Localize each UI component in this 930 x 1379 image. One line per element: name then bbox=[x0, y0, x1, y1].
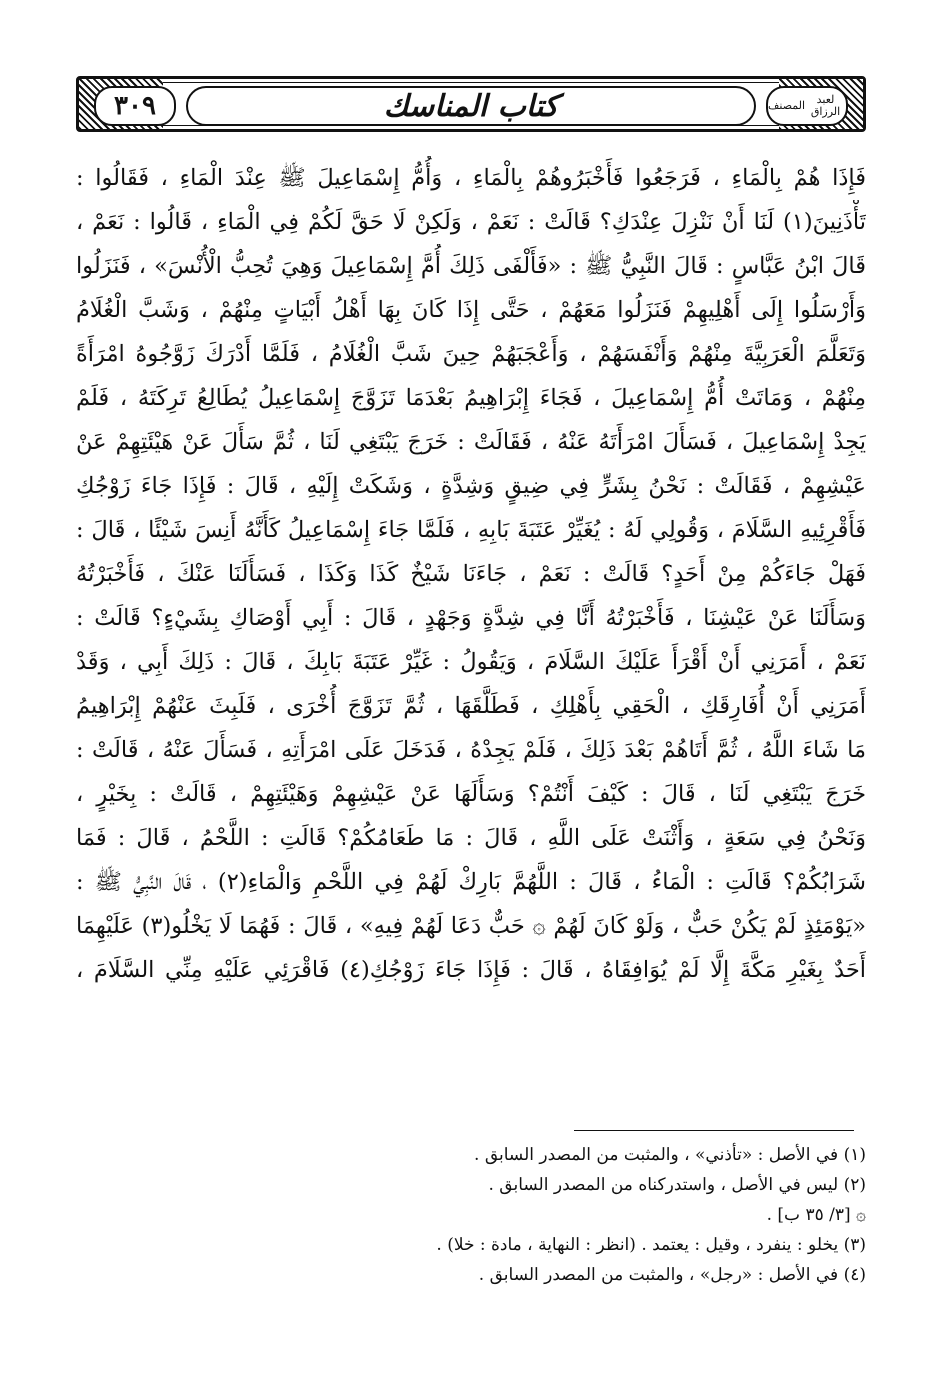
text-line: فَإِذَا هُمْ بِالْمَاءِ ، فَرَجَعُوا فَأَخْبَرُوهُمْ بِالْمَاءِ ، وَأُمُّ إِسْمَاعِيلَ ﷺ عِنْدَ الْمَاءِ ، فَقَالُوا : bbox=[76, 165, 866, 191]
chapter-title: كتاب المناسك bbox=[383, 88, 559, 124]
text-line: خَرَجَ يَبْتَغِي لَنَا ، قَالَ : كَيْفَ أَنْتُمْ؟ وَسَأَلَهَا عَنْ عَيْشِهِمْ وَهَيْئَتِهِمْ ، قَالَتْ : بِخَيْرٍ ، bbox=[76, 781, 866, 807]
text-line: مَا شَاءَ اللَّهُ ، ثُمَّ أَتَاهُمْ بَعْدَ ذَلِكَ ، فَلَمْ يَجِدْهُ ، فَدَخَلَ عَلَى امْرَأَتِهِ ، فَسَأَلَ عَنْهُ ، قَالَتْ : bbox=[76, 737, 866, 763]
footnotes bbox=[76, 1140, 866, 1290]
footnote: (٤) في الأصل : «رجل» ، والمثبت من المصدر السابق . bbox=[478, 1265, 866, 1285]
text-line: وَأَرْسَلُوا إِلَى أَهْلِيهِمْ فَنَزَلُوا مَعَهُمْ ، حَتَّى إِذَا كَانَ بِهَا أَهْلُ أَبْيَاتٍ مِنْهُمْ ، وَشَبَّ الْغُلَامُ bbox=[76, 297, 866, 323]
text-line: فَأَقْرِئِيهِ السَّلَامَ ، وَقُولِي لَهُ : يُغَيِّرْ عَتَبَةَ بَابِهِ ، فَلَمَّا جَاءَ إِسْمَاعِيلُ كَأَنَّهُ أَنِسَ شَيْئًا ، قَالَ : bbox=[76, 517, 866, 543]
text-line: أَمَرَنِي أَنْ أُفَارِقَكِ ، الْحَقِي بِأَهْلِكِ ، فَطَلَّقَهَا ، ثُمَّ تَزَوَّجَ أُخْرَى ، فَلَبِثَ عَنْهُمْ إِبْرَاهِيمُ bbox=[76, 693, 866, 719]
page-number: ٣٠٩ bbox=[94, 86, 176, 126]
footnote: (٢) ليس في الأصل ، واستدركناه من المصدر السابق . bbox=[488, 1175, 866, 1195]
text-line: أَحَدٌ بِغَيْرِ مَكَّةَ إِلَّا لَمْ يُوَافِقَاهُ ، قَالَ : فَإِذَا جَاءَ زَوْجُكِ(٤) فَاقْرَئِي عَلَيْهِ مِنِّي السَّلَامَ ، bbox=[76, 957, 866, 983]
book-label-line2: لعبد الرزاق bbox=[810, 93, 841, 118]
text-line: عَيْشِهِمْ ، فَقَالَتْ : نَحْنُ بِشَرٍّ فِي ضِيقٍ وَشِدَّةٍ ، وَشَكَتْ إِلَيْهِ ، قَالَ : فَإِذَا جَاءَ زَوْجُكِ bbox=[76, 473, 866, 499]
text-line: فَهَلْ جَاءَكُمْ مِنْ أَحَدٍ؟ قَالَتْ : نَعَمْ ، جَاءَنَا شَيْخٌ كَذَا وَكَذَا ، فَسَأَلَنَا عَنْكَ ، فَأَخْبَرْتُهُ bbox=[76, 561, 866, 587]
book-label-line1: المصنف bbox=[768, 99, 806, 112]
chapter-title-band bbox=[186, 86, 756, 126]
text-line: شَرَابُكُمْ؟ قَالَتِ : الْمَاءُ ، قَالَ : اللَّهُمَّ بَارِكْ لَهُمْ فِي اللَّحْمِ وَالْمَاءِ(٢) ، قَالَ النَّبِيُّ ﷺ : bbox=[76, 869, 866, 895]
footnote: ۞ [٣/ ٣٥ ب] . bbox=[766, 1205, 866, 1225]
footnote-divider bbox=[574, 1130, 854, 1131]
text-line: وَتَعَلَّمَ الْعَرَبِيَّةَ مِنْهُمْ وَأَنْفَسَهُمْ ، وَأَعْجَبَهُمْ حِينَ شَبَّ الْغُلَامُ ، فَلَمَّا أَدْرَكَ زَوَّجُوهُ امْرَأَةً bbox=[76, 341, 866, 367]
text-line: نَعَمْ ، أَمَرَنِي أَنْ أَقْرَأَ عَلَيْكَ السَّلَامَ ، وَيَقُولُ : غَيِّرْ عَتَبَةَ بَابِكَ ، قَالَ : ذَلِكَ أَبِي ، وَقَدْ bbox=[76, 649, 866, 675]
main-text bbox=[76, 156, 866, 992]
text-line: مِنْهُمْ ، وَمَاتَتْ أُمُّ إِسْمَاعِيلَ ، فَجَاءَ إِبْرَاهِيمُ بَعْدَمَا تَزَوَّجَ إِسْمَاعِيلُ يُطَالِعُ تَرِكَتَهُ ، فَلَمْ bbox=[76, 385, 866, 411]
text-line: «يَوْمَئِذٍ لَمْ يَكُنْ حَبٌّ ، وَلَوْ كَانَ لَهُمْ ۞ حَبٌّ دَعَا لَهُمْ فِيهِ» ، قَالَ : فَهُمَا لَا يَخْلُو(٣) عَلَيْهِمَا bbox=[76, 913, 866, 939]
page-header bbox=[76, 76, 866, 132]
text-line: تَأْذَنِينَ(١) لَنَا أَنْ نَنْزِلَ عِنْدَكِ؟ قَالَتْ : نَعَمْ ، وَلَكِنْ لَا حَقَّ لَكُمْ فِي الْمَاءِ ، قَالُوا : نَعَمْ ، bbox=[76, 209, 866, 235]
text-line: وَنَحْنُ فِي سَعَةٍ ، وَأَثْنَتْ عَلَى اللَّهِ ، قَالَ : مَا طَعَامُكُمْ؟ قَالَتِ : اللَّحْمُ ، قَالَ : فَمَا bbox=[76, 825, 866, 851]
book-label bbox=[766, 86, 848, 126]
footnote: (٣) يخلو : ينفرد ، وقيل : يعتمد . (انظر : النهاية ، مادة : خلا) . bbox=[436, 1235, 866, 1255]
footnote: (١) في الأصل : «تأذني» ، والمثبت من المصدر السابق . bbox=[474, 1145, 866, 1165]
text-line: قَالَ ابْنُ عَبَّاسٍ : قَالَ النَّبِيُّ ﷺ : «فَأَلْفَى ذَلِكَ أُمَّ إِسْمَاعِيلَ وَهِيَ تُحِبُّ الْأُنْسَ» ، فَنَزَلُوا bbox=[76, 253, 866, 279]
text-line: وَسَأَلَنَا عَنْ عَيْشِنَا ، فَأَخْبَرْتُهُ أَنَّا فِي شِدَّةٍ وَجَهْدٍ ، قَالَ : أَبِي أَوْصَاكِ بِشَيْءٍ؟ قَالَتْ : bbox=[76, 605, 866, 631]
text-line: يَجِدْ إِسْمَاعِيلَ ، فَسَأَلَ امْرَأَتَهُ عَنْهُ ، فَقَالَتْ : خَرَجَ يَبْتَغِي لَنَا ، ثُمَّ سَأَلَ عَنْ هَيْئَتِهِمْ عَنْ bbox=[76, 429, 866, 455]
